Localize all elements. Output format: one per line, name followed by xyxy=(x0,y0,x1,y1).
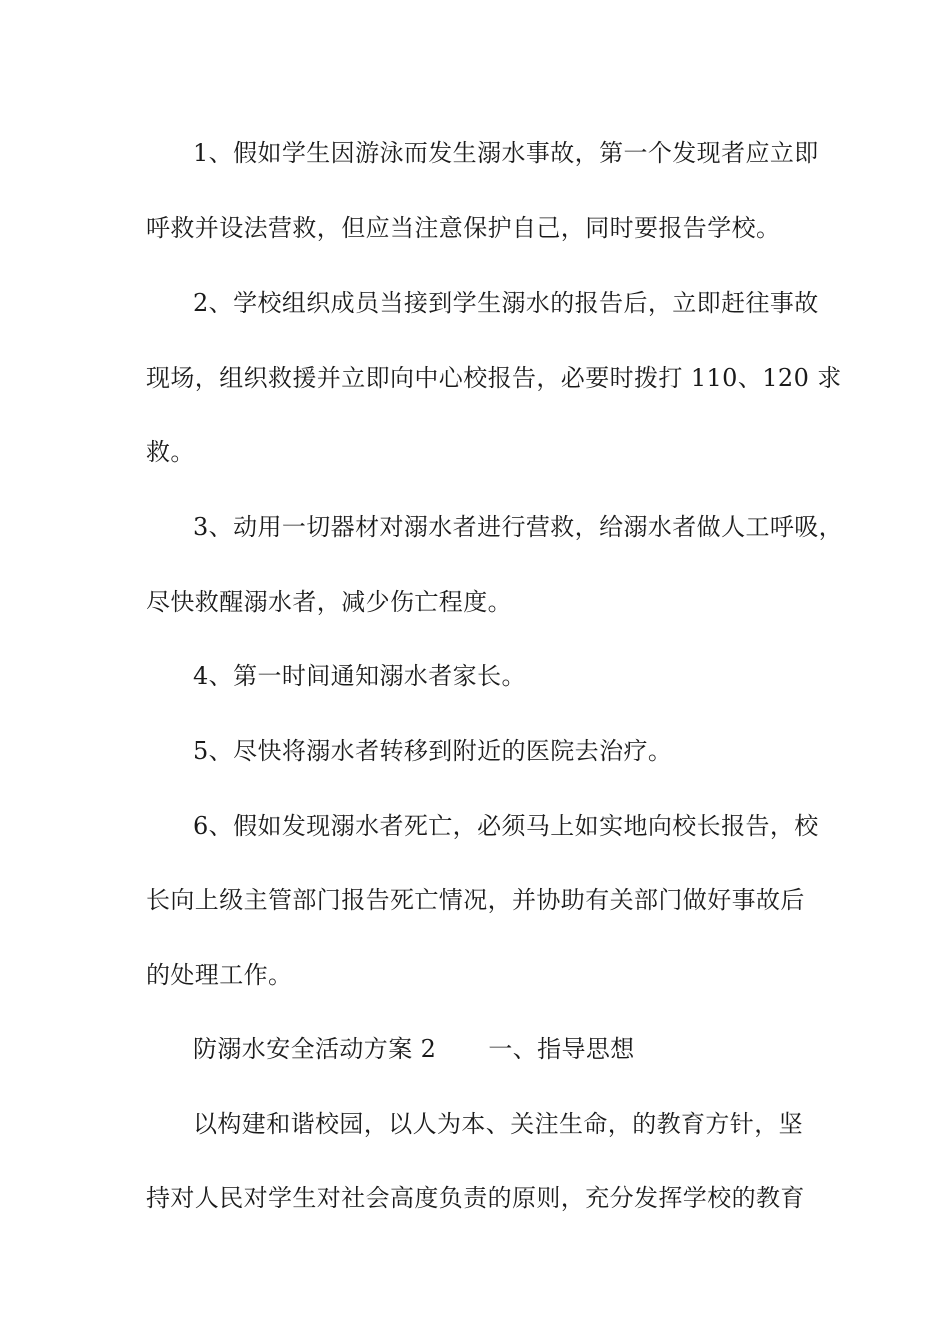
paragraph-6-line-3: 的处理工作。 xyxy=(146,961,293,989)
paragraph-4-line-1: 4、第一时间通知溺水者家长。 xyxy=(193,662,526,690)
paragraph-5-line-1: 5、尽快将溺水者转移到附近的医院去治疗。 xyxy=(193,737,673,765)
paragraph-1-line-2: 呼救并设法营救，但应当注意保护自己，同时要报告学校。 xyxy=(146,214,781,242)
guidance-line-2: 持对人民对学生对社会高度负责的原则，充分发挥学校的教育 xyxy=(146,1184,805,1212)
section-heading: 一、指导思想 xyxy=(488,1035,635,1063)
plan-title: 防溺水安全活动方案 2 xyxy=(193,1035,437,1063)
paragraph-6-line-1: 6、假如发现溺水者死亡，必须马上如实地向校长报告，校 xyxy=(193,812,819,840)
paragraph-3-line-2: 尽快救醒溺水者，减少伤亡程度。 xyxy=(146,588,512,616)
guidance-line-1: 以构建和谐校园，以人为本、关注生命，的教育方针，坚 xyxy=(193,1110,803,1138)
paragraph-2-line-3: 救。 xyxy=(146,438,195,466)
plan-heading-line xyxy=(193,1034,883,1064)
paragraph-2-line-1: 2、学校组织成员当接到学生溺水的报告后，立即赶往事故 xyxy=(193,289,819,317)
paragraph-2-line-2: 现场，组织救援并立即向中心校报告，必要时拨打 110、120 求 xyxy=(146,364,842,392)
paragraph-3-line-1: 3、动用一切器材对溺水者进行营救，给溺水者做人工呼吸， xyxy=(193,513,844,541)
paragraph-6-line-2: 长向上级主管部门报告死亡情况，并协助有关部门做好事故后 xyxy=(146,886,805,914)
paragraph-1-line-1: 1、假如学生因游泳而发生溺水事故，第一个发现者应立即 xyxy=(193,139,819,167)
